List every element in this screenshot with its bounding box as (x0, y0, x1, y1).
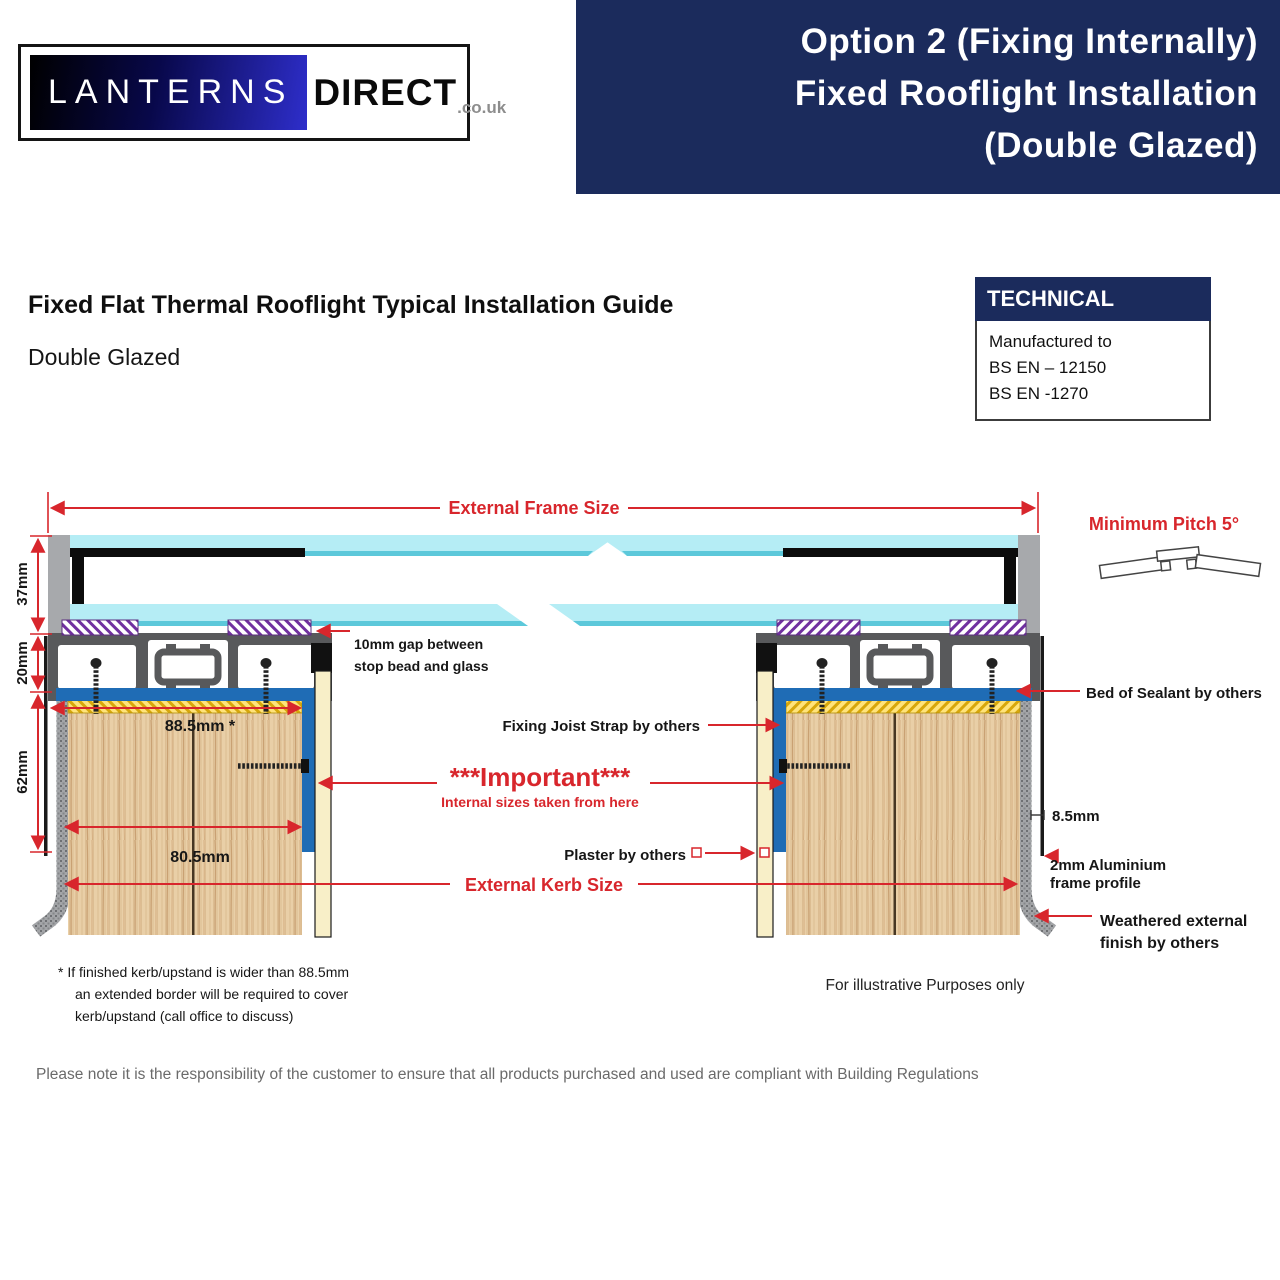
glass-spacer-bar (62, 548, 305, 557)
label-dim-37mm: 37mm (14, 562, 31, 606)
page-title: Fixed Flat Thermal Rooflight Typical Installation Guide (28, 291, 674, 319)
technical-heading: TECHNICAL (975, 277, 1211, 321)
label-weathered-2: finish by others (1100, 935, 1220, 952)
glass-spacer-block (1004, 548, 1016, 604)
label-illustrative: For illustrative Purposes only (825, 977, 1025, 994)
header-line-2: Fixed Rooflight Installation (794, 74, 1258, 113)
technical-line: BS EN – 12150 (989, 358, 1107, 377)
plaster-marker-square (692, 848, 701, 857)
label-weathered-1: Weathered external (1100, 913, 1248, 930)
label-external-frame-size: External Frame Size (448, 498, 620, 518)
footnote-line: kerb/upstand (call office to discuss) (75, 1008, 294, 1024)
label-fixing-joist-strap: Fixing Joist Strap by others (502, 718, 700, 735)
label-10mm-gap-1: 10mm gap between (354, 636, 484, 652)
label-dim-62mm: 62mm (14, 750, 31, 794)
label-bed-of-sealant: Bed of Sealant by others (1086, 685, 1262, 702)
page-subtitle: Double Glazed (28, 344, 181, 370)
label-internal-sizes: Internal sizes taken from here (441, 794, 639, 810)
lanterns-direct-logo (18, 44, 507, 141)
label-dim-85: 8.5mm (1052, 808, 1100, 825)
logo-word-lanterns: LANTERNS (30, 55, 307, 130)
label-dim-885: 88.5mm * (164, 718, 236, 735)
footnote-line: an extended border will be required to cover (75, 986, 349, 1002)
technical-box (975, 277, 1211, 421)
plaster-marker-square (760, 848, 769, 857)
technical-line: BS EN -1270 (989, 384, 1089, 403)
label-plaster-by-others: Plaster by others (564, 847, 686, 864)
label-important: ***Important*** (449, 762, 631, 792)
minimum-pitch-icon (1099, 547, 1260, 579)
label-dim-20mm: 20mm (14, 641, 31, 685)
label-minimum-pitch: Minimum Pitch 5° (1088, 514, 1240, 534)
technical-line: Manufactured to (989, 332, 1112, 351)
label-10mm-gap-2: stop bead and glass (354, 658, 489, 674)
logo-tld: .co.uk (457, 98, 507, 117)
glass-spacer-bar (783, 548, 1026, 557)
double-glazed-unit (57, 535, 1034, 626)
technical-body (975, 321, 1211, 421)
glass-spacer-block (72, 548, 84, 604)
label-alu-profile-2: frame profile (1050, 875, 1141, 892)
header-line-1: Option 2 (Fixing Internally) (800, 22, 1258, 61)
footnote-line: * If finished kerb/upstand is wider than 88.5mm (58, 964, 350, 980)
label-external-kerb-size: External Kerb Size (464, 875, 624, 895)
label-dim-805: 80.5mm (170, 849, 230, 866)
building-regulations-disclaimer: Please note it is the responsibility of the customer to ensure that all products purchased and used are compliant with Building Regulations (36, 1066, 979, 1083)
header-line-3: (Double Glazed) (984, 126, 1258, 165)
logo-word-direct: DIRECT (313, 71, 458, 113)
label-alu-profile-1: 2mm Aluminium (1050, 857, 1167, 874)
header-banner (576, 0, 1280, 194)
kerb-footnote (58, 961, 349, 1027)
